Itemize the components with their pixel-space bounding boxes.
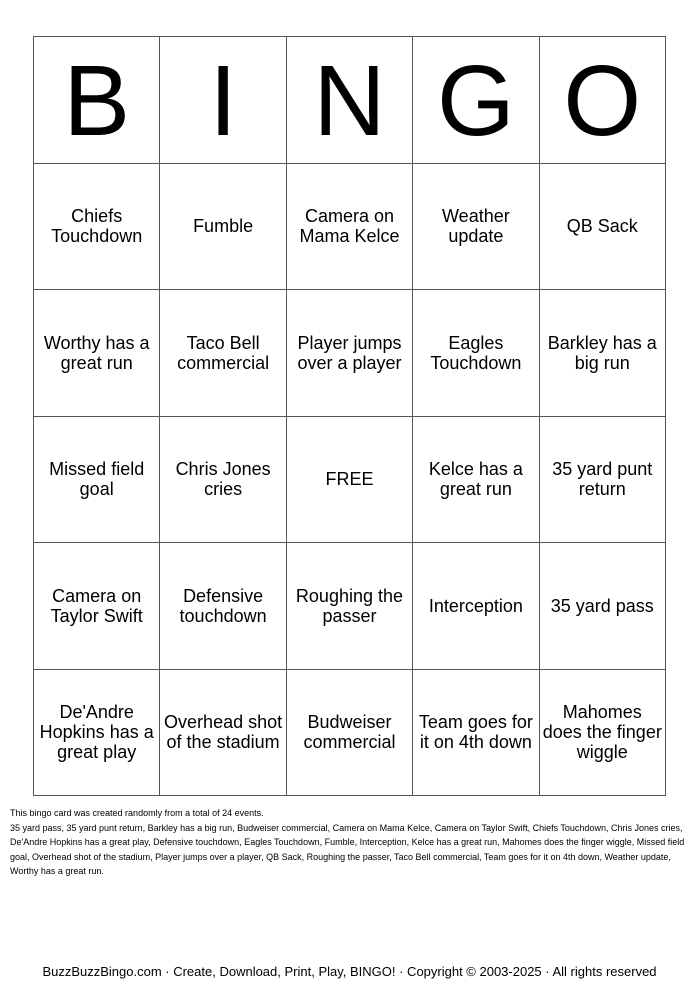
- bingo-cell: Chris Jones cries: [160, 416, 286, 543]
- bingo-cell: Missed field goal: [34, 416, 160, 543]
- bingo-cell: QB Sack: [539, 163, 665, 290]
- bingo-cell: Roughing the passer: [286, 543, 412, 670]
- bingo-cell: Worthy has a great run: [34, 290, 160, 417]
- bingo-cell: Player jumps over a player: [286, 290, 412, 417]
- card-info: [10, 806, 690, 879]
- card-info-intro: This bingo card was created randomly from a total of 24 events.: [10, 808, 264, 818]
- bingo-row: [34, 543, 666, 670]
- header-letter-b: B: [34, 37, 160, 164]
- bingo-cell: 35 yard punt return: [539, 416, 665, 543]
- header-letter-o: O: [539, 37, 665, 164]
- bingo-cell: Defensive touchdown: [160, 543, 286, 670]
- bingo-cell: Kelce has a great run: [413, 416, 539, 543]
- bingo-header-row: [34, 37, 666, 164]
- card-info-event-list: 35 yard pass, 35 yard punt return, Barkley has a big run, Budweiser commercial, Camera on Mama Kelce, Camera on Taylor Swift, Chiefs Touchdown, Chris Jones cries, De'Andre Hopkins has a great play, Defensive touchdown, Eagles Touchdown, Fumble, Interception, Kelce has a great run, Mahomes does the finger wiggle, Missed field goal, Overhead shot of the stadium, Player jumps over a player, QB Sack, Roughing the passer, Taco Bell commercial, Team goes for it on 4th down, Weather update, Worthy has a great run.: [10, 822, 685, 876]
- bingo-cell: Mahomes does the finger wiggle: [539, 669, 665, 796]
- bingo-cell: Taco Bell commercial: [160, 290, 286, 417]
- bingo-cell: Weather update: [413, 163, 539, 290]
- bingo-row: [34, 163, 666, 290]
- bingo-cell: Camera on Mama Kelce: [286, 163, 412, 290]
- bingo-cell: Budweiser commercial: [286, 669, 412, 796]
- bingo-card: [33, 36, 666, 796]
- bingo-row: [34, 416, 666, 543]
- bingo-cell: De'Andre Hopkins has a great play: [34, 669, 160, 796]
- bingo-cell: Barkley has a big run: [539, 290, 665, 417]
- free-space-cell: FREE: [286, 416, 412, 543]
- header-letter-n: N: [286, 37, 412, 164]
- header-letter-g: G: [413, 37, 539, 164]
- site-footer: BuzzBuzzBingo.com · Create, Download, Print, Play, BINGO! · Copyright © 2003-2025 · All rights reserved: [42, 964, 657, 979]
- bingo-cell: 35 yard pass: [539, 543, 665, 670]
- bingo-row: [34, 290, 666, 417]
- bingo-row: [34, 669, 666, 796]
- bingo-cell: Camera on Taylor Swift: [34, 543, 160, 670]
- bingo-cell: Interception: [413, 543, 539, 670]
- bingo-cell: Team goes for it on 4th down: [413, 669, 539, 796]
- header-letter-i: I: [160, 37, 286, 164]
- bingo-cell: Chiefs Touchdown: [34, 163, 160, 290]
- bingo-cell: Overhead shot of the stadium: [160, 669, 286, 796]
- bingo-cell: Fumble: [160, 163, 286, 290]
- bingo-cell: Eagles Touchdown: [413, 290, 539, 417]
